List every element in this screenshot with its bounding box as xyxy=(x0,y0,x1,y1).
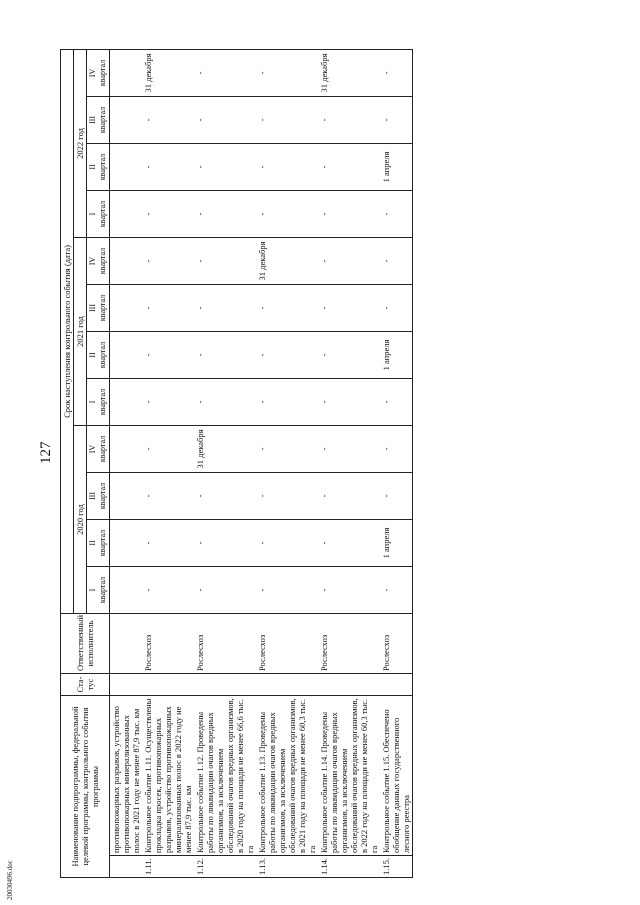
header-year-2020: 2020 год xyxy=(74,426,87,614)
responsible-executor: Рослесхоз xyxy=(256,614,318,674)
quarter-header xyxy=(87,238,110,285)
quarter-word: квартал xyxy=(98,247,107,275)
quarter-date-cell: - xyxy=(380,191,413,238)
quarter-word: квартал xyxy=(98,106,107,134)
header-name: Наименование подпрограммы, федеральной целевой программы, контрольного события программы xyxy=(61,696,110,878)
header-year-2021: 2021 год xyxy=(74,238,87,426)
quarter-date-cell: - xyxy=(380,473,413,520)
quarter-date-cell: - xyxy=(318,238,380,285)
quarter-word: квартал xyxy=(98,482,107,510)
quarter-date-cell: - xyxy=(318,520,380,567)
quarter-date-cell xyxy=(110,426,143,473)
quarter-date-cell: - xyxy=(256,191,318,238)
rotated-table-container xyxy=(60,50,620,878)
quarter-date-cell: - xyxy=(380,49,413,96)
event-name: Контрольное событие 1.11. Осуществлены прокладка просек, противопожарных разрывов, устройство противопожарных минерализованных полос в 2022 году не менее 87,9 тыс. км xyxy=(142,696,194,856)
quarter-roman: I xyxy=(88,400,97,404)
quarter-date-cell: - xyxy=(194,97,256,144)
event-name: Контрольное событие 1.14. Проведены работы по ликвидации очагов вредных организмов, за исключением обследований очагов вредных организмов, в 2022 году на площади не менее 60,3 тыс. га xyxy=(318,696,380,856)
quarter-date-cell xyxy=(110,473,143,520)
quarter-date-cell: - xyxy=(142,473,194,520)
quarter-header xyxy=(87,49,110,96)
quarter-date-cell: - xyxy=(318,426,380,473)
quarter-header xyxy=(87,285,110,332)
event-status xyxy=(194,674,256,696)
row-number: 1.13. xyxy=(256,856,318,878)
table-row xyxy=(380,49,413,877)
event-name: Контрольное событие 1.13. Проведены работы по ликвидации очагов вредных организмов, за исключением обследований очагов вредных организмов, в 2021 году на площади не менее 60,3 тыс. га xyxy=(256,696,318,856)
header-deadline: Срок наступления контрольного события (дата) xyxy=(61,49,74,613)
quarter-roman: II xyxy=(88,164,97,170)
quarter-header xyxy=(87,473,110,520)
quarter-date-cell xyxy=(110,567,143,614)
quarter-date-cell: - xyxy=(380,97,413,144)
quarter-date-cell xyxy=(110,379,143,426)
quarter-header xyxy=(87,332,110,379)
quarter-word: квартал xyxy=(98,294,107,322)
quarter-date-cell: - xyxy=(194,49,256,96)
quarter-date-cell: - xyxy=(142,191,194,238)
quarter-date-cell: - xyxy=(142,426,194,473)
quarter-date-cell: - xyxy=(194,520,256,567)
event-status xyxy=(380,674,413,696)
quarter-word: квартал xyxy=(98,153,107,181)
quarter-date-cell: - xyxy=(256,332,318,379)
quarter-date-cell xyxy=(110,285,143,332)
quarter-date-cell: 31 декабря xyxy=(194,426,256,473)
row-number: 1.12. xyxy=(194,856,256,878)
quarter-date-cell: 1 апреля xyxy=(380,332,413,379)
quarter-date-cell: - xyxy=(380,238,413,285)
quarter-date-cell: - xyxy=(256,520,318,567)
quarter-date-cell: - xyxy=(142,144,194,191)
header-status: Ста-тус xyxy=(61,674,110,696)
quarter-date-cell: - xyxy=(194,285,256,332)
quarter-date-cell: 31 декабря xyxy=(142,49,194,96)
quarter-date-cell: - xyxy=(142,332,194,379)
event-name: Контрольное событие 1.12. Проведены работы по ликвидации очагов вредных организмов, за исключением обследований очагов вредных организмов, в 2020 году на площади не менее 66,6 тыс. га xyxy=(194,696,256,856)
quarter-date-cell: - xyxy=(318,97,380,144)
quarter-date-cell: 31 декабря xyxy=(256,238,318,285)
quarter-date-cell: - xyxy=(142,379,194,426)
quarter-date-cell xyxy=(110,97,143,144)
quarter-date-cell: - xyxy=(194,144,256,191)
quarter-date-cell xyxy=(110,520,143,567)
header-year-2022: 2022 год xyxy=(74,49,87,237)
quarter-date-cell: - xyxy=(256,473,318,520)
quarter-roman: III xyxy=(88,116,97,124)
quarter-date-cell: - xyxy=(194,191,256,238)
quarter-date-cell: - xyxy=(142,567,194,614)
quarter-date-cell: - xyxy=(194,238,256,285)
quarter-header xyxy=(87,191,110,238)
quarter-date-cell: 1 апреля xyxy=(380,520,413,567)
quarter-date-cell: - xyxy=(380,379,413,426)
table-row xyxy=(256,49,318,877)
quarter-word: квартал xyxy=(98,59,107,87)
quarter-word: квартал xyxy=(98,388,107,416)
quarter-roman: II xyxy=(88,540,97,546)
quarter-date-cell: 1 апреля xyxy=(380,144,413,191)
footer-filename: 20030496.doc xyxy=(6,860,14,900)
quarter-date-cell xyxy=(110,191,143,238)
quarter-header xyxy=(87,144,110,191)
row-number xyxy=(110,856,143,878)
page-number: 127 xyxy=(38,441,54,465)
quarter-header xyxy=(87,379,110,426)
event-status xyxy=(110,674,143,696)
quarter-roman: IV xyxy=(88,256,97,266)
quarter-date-cell: - xyxy=(142,520,194,567)
table-row xyxy=(110,49,143,877)
event-status xyxy=(256,674,318,696)
quarter-date-cell: - xyxy=(194,567,256,614)
quarter-date-cell: - xyxy=(256,144,318,191)
quarter-roman: III xyxy=(88,492,97,500)
quarter-header xyxy=(87,567,110,614)
responsible-executor: Рослесхоз xyxy=(142,614,194,674)
header-responsible: Ответственный исполнитель xyxy=(61,614,110,674)
quarter-date-cell: - xyxy=(318,379,380,426)
quarter-date-cell: - xyxy=(142,238,194,285)
quarter-date-cell: - xyxy=(194,332,256,379)
quarter-word: квартал xyxy=(98,435,107,463)
quarter-roman: IV xyxy=(88,444,97,454)
event-name: противопожарных разрывов, устройство противопожарных минерализованных полос в 2021 году не менее 87,9 тыс. км xyxy=(110,696,143,856)
table-row xyxy=(318,49,380,877)
quarter-date-cell: - xyxy=(380,426,413,473)
event-status xyxy=(318,674,380,696)
responsible-executor: Рослесхоз xyxy=(318,614,380,674)
quarter-date-cell: - xyxy=(318,285,380,332)
responsible-executor: Рослесхоз xyxy=(380,614,413,674)
responsible-executor xyxy=(110,614,143,674)
event-name: Контрольное событие 1.15. Обеспечено обобщение данных государственного лесного реестра xyxy=(380,696,413,856)
quarter-word: квартал xyxy=(98,576,107,604)
quarter-date-cell: - xyxy=(194,379,256,426)
quarter-word: квартал xyxy=(98,529,107,557)
quarter-date-cell: 31 декабря xyxy=(318,49,380,96)
quarter-date-cell xyxy=(110,49,143,96)
control-events-table xyxy=(60,49,413,878)
quarter-date-cell: - xyxy=(256,567,318,614)
quarter-date-cell: - xyxy=(318,567,380,614)
quarter-roman: I xyxy=(88,588,97,592)
quarter-date-cell xyxy=(110,332,143,379)
quarter-date-cell: - xyxy=(318,332,380,379)
quarter-date-cell xyxy=(110,144,143,191)
quarter-roman: II xyxy=(88,352,97,358)
quarter-date-cell: - xyxy=(318,191,380,238)
quarter-date-cell: - xyxy=(380,567,413,614)
quarter-date-cell: - xyxy=(256,49,318,96)
quarter-date-cell: - xyxy=(256,285,318,332)
event-status xyxy=(142,674,194,696)
quarter-header xyxy=(87,426,110,473)
quarter-date-cell: - xyxy=(380,285,413,332)
table-row xyxy=(194,49,256,877)
quarter-roman: III xyxy=(88,304,97,312)
quarter-date-cell: - xyxy=(256,97,318,144)
quarter-date-cell xyxy=(110,238,143,285)
quarter-date-cell: - xyxy=(194,473,256,520)
quarter-word: квартал xyxy=(98,341,107,369)
quarter-date-cell: - xyxy=(142,285,194,332)
quarter-date-cell: - xyxy=(318,144,380,191)
responsible-executor: Рослесхоз xyxy=(194,614,256,674)
quarter-date-cell: - xyxy=(318,473,380,520)
quarter-date-cell: - xyxy=(256,379,318,426)
table-body xyxy=(110,49,413,877)
quarter-roman: I xyxy=(88,212,97,216)
quarter-header xyxy=(87,520,110,567)
quarter-header xyxy=(87,97,110,144)
row-number: 1.11. xyxy=(142,856,194,878)
quarter-date-cell: - xyxy=(142,97,194,144)
row-number: 1.14. xyxy=(318,856,380,878)
row-number: 1.15. xyxy=(380,856,413,878)
table-row xyxy=(142,49,194,877)
quarter-word: квартал xyxy=(98,200,107,228)
quarter-date-cell: - xyxy=(256,426,318,473)
quarter-roman: IV xyxy=(88,68,97,78)
